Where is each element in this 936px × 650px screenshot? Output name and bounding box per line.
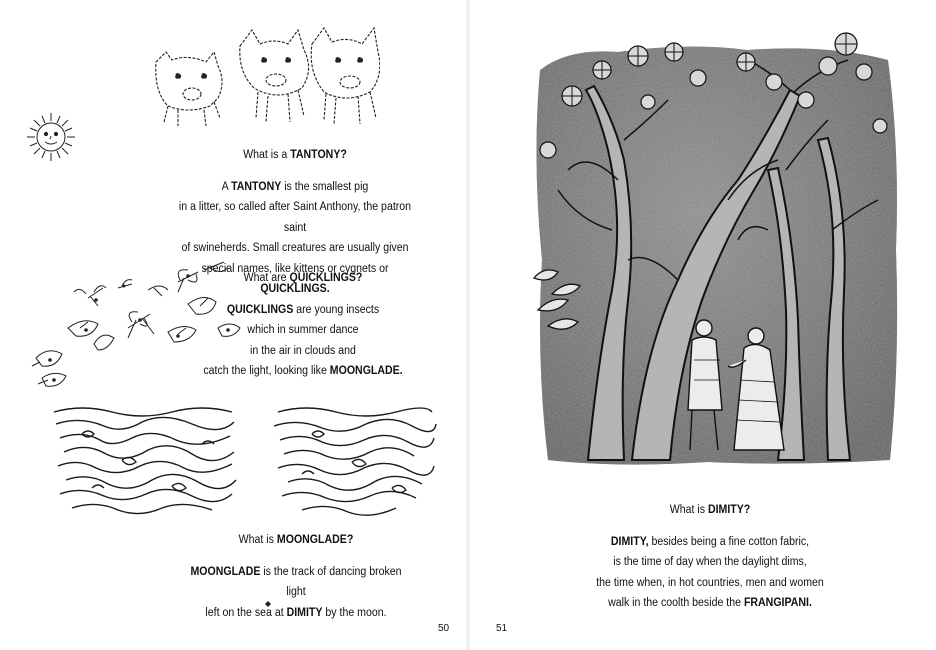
moonglade-question: What is MOONGLADE? [238,534,354,546]
dimity-question: What is DIMITY? [669,504,751,516]
quicklings-question: What are QUICKLINGS? [243,272,363,284]
dimity-section [585,500,835,614]
right-page [468,0,936,650]
sun-face-illustration [20,108,82,166]
dimity-answer-line-4: walk in the coolth beside the FRANGIPANI. [608,597,812,609]
dimity-answer-line-2: is the time of day when the daylight dims, [613,556,807,568]
moonglade-answer-line-2: left on the sea at DIMITY by the moon. [205,606,387,619]
tantony-answer-line-4: special names, like kittens or cygnets or QUICKLINGS. [201,262,389,295]
page-number-left: 50 [438,623,450,634]
quicklings-section [197,268,409,382]
tantony-answer-line-3: of swineherds. Small creatures are usually given [181,242,409,254]
dimity-answer-line-1: DIMITY, besides being a fine cotton fabric, [610,535,810,548]
page-number-right: 51 [496,623,508,634]
tantony-question: What is a TANTONY? [243,149,347,161]
moonglade-section [180,530,412,623]
quicklings-answer-line-4: catch the light, looking like MOONGLADE. [203,365,403,377]
tantony-answer-line-1: A TANTONY is the smallest pig [221,180,369,193]
quicklings-answer-line-1: QUICKLINGS are young insects [226,303,380,316]
dimity-answer-line-3: the time when, in hot countries, men and women [596,576,824,589]
quicklings-answer-line-3: in the air in clouds and [250,344,356,357]
moonglade-answer-line-1: MOONGLADE is the track of dancing broken light [190,565,402,598]
sea-waves-illustration [52,404,438,520]
three-pigs-illustration [148,22,380,134]
tantony-answer-line-2: in a litter, so called after Saint Anthony, the patron saint [178,201,412,234]
ink-dot-decoration [264,600,272,608]
quicklings-answer-line-2: which in summer dance [247,324,359,336]
frangipani-trees-illustration [528,30,908,470]
